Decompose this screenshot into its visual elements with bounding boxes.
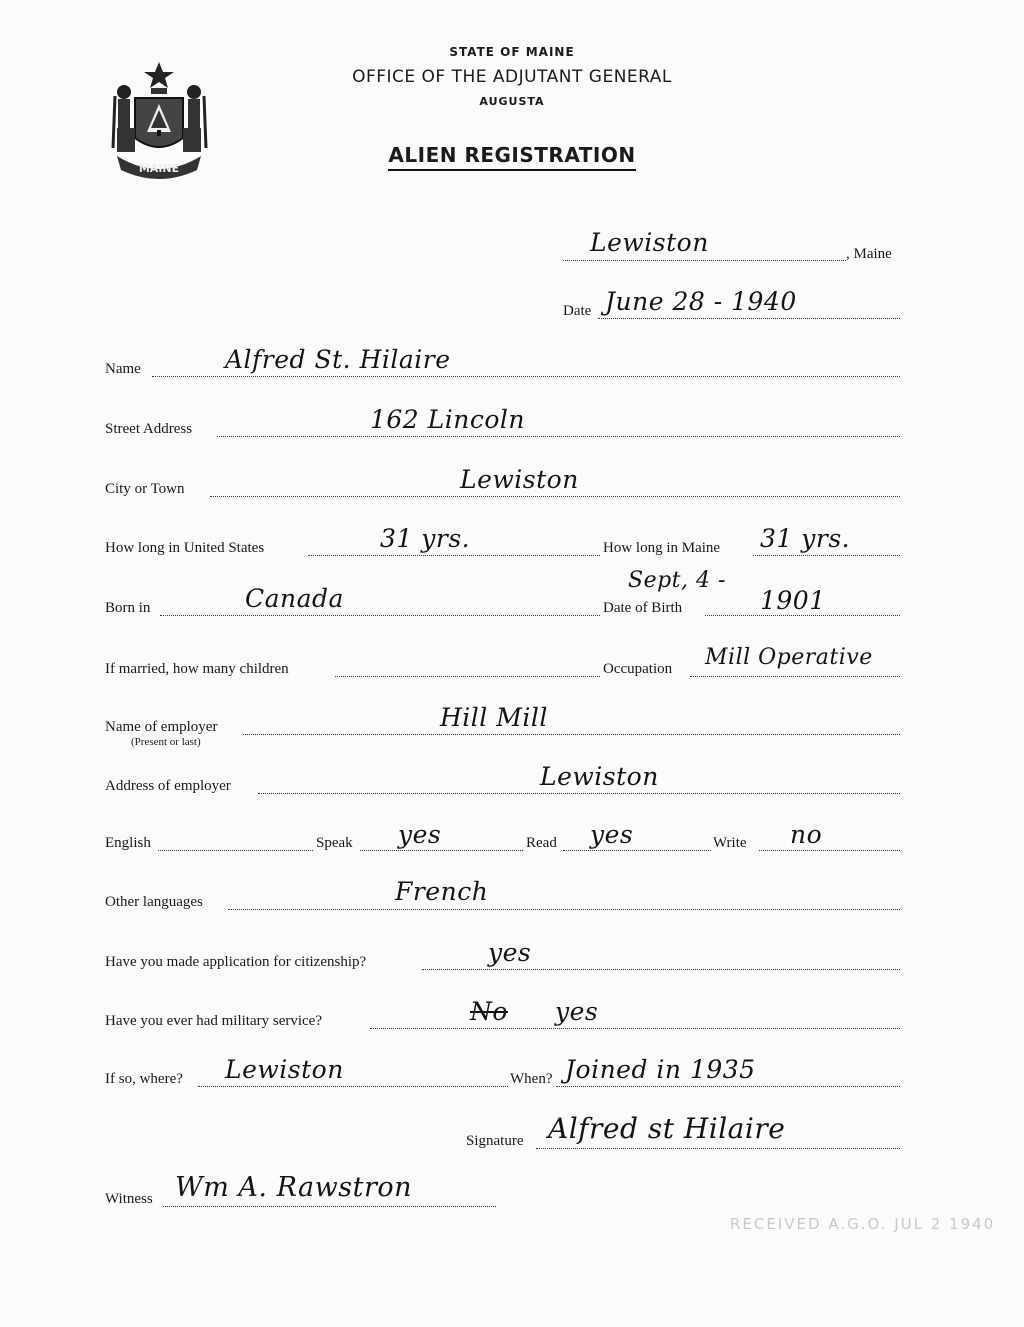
witness-label: Witness bbox=[105, 1191, 153, 1207]
us-long-value: 31 yrs. bbox=[380, 524, 471, 553]
when-value: Joined in 1935 bbox=[565, 1055, 756, 1084]
street-value: 162 Lincoln bbox=[370, 405, 526, 434]
born-in-label: Born in bbox=[105, 600, 151, 616]
received-stamp: RECEIVED A.G.O. JUL 2 1940 bbox=[730, 1215, 996, 1233]
english-label: English bbox=[105, 835, 151, 851]
city-value: Lewiston bbox=[460, 465, 579, 494]
other-languages-value: French bbox=[395, 877, 489, 906]
maine-long-label: How long in Maine bbox=[603, 540, 721, 556]
occupation-line bbox=[690, 676, 900, 677]
name-line bbox=[152, 376, 900, 377]
where-label: If so, where? bbox=[105, 1071, 183, 1087]
citizenship-value: yes bbox=[488, 938, 532, 967]
date-value: June 28 - 1940 bbox=[605, 287, 797, 316]
city-label: City or Town bbox=[105, 481, 185, 497]
employer-sublabel: (Present or last) bbox=[131, 736, 201, 748]
maine-long-value: 31 yrs. bbox=[760, 524, 851, 553]
witness-value: Wm A. Rawstron bbox=[175, 1172, 413, 1203]
employer-address-value: Lewiston bbox=[540, 762, 659, 791]
street-line bbox=[217, 436, 900, 437]
dob-value: 1901 bbox=[760, 586, 826, 615]
state-seal-icon bbox=[107, 58, 211, 182]
military-line bbox=[370, 1028, 900, 1029]
born-in-line bbox=[160, 615, 600, 616]
born-in-value: Canada bbox=[245, 584, 344, 613]
name-value: Alfred St. Hilaire bbox=[225, 345, 451, 374]
dob-label: Date of Birth bbox=[603, 600, 683, 616]
seal-label: MAINE bbox=[138, 162, 180, 175]
maine-long-line bbox=[753, 555, 900, 556]
occupation-value: Mill Operative bbox=[705, 645, 873, 670]
employer-address-label: Address of employer bbox=[105, 778, 231, 794]
us-long-line bbox=[308, 555, 600, 556]
dob-value-top: Sept, 4 - bbox=[628, 568, 726, 593]
employer-line bbox=[243, 734, 900, 735]
office-heading: OFFICE OF THE ADJUTANT GENERAL bbox=[352, 67, 672, 87]
citizenship-line bbox=[422, 969, 900, 970]
speak-value: yes bbox=[398, 820, 442, 849]
write-label: Write bbox=[713, 835, 747, 851]
employer-label: Name of employer bbox=[105, 719, 218, 735]
place-line bbox=[563, 260, 846, 261]
date-label: Date bbox=[563, 303, 592, 319]
city-line bbox=[210, 496, 900, 497]
speak-line bbox=[360, 850, 523, 851]
children-line bbox=[335, 676, 600, 677]
employer-address-line bbox=[258, 793, 900, 794]
where-value: Lewiston bbox=[225, 1055, 344, 1084]
where-line bbox=[198, 1086, 508, 1087]
street-label: Street Address bbox=[105, 421, 193, 437]
signature-label: Signature bbox=[466, 1133, 524, 1149]
when-line bbox=[556, 1086, 900, 1087]
form-title: ALIEN REGISTRATION bbox=[0, 143, 1024, 167]
dob-line bbox=[705, 615, 900, 616]
children-label: If married, how many children bbox=[105, 661, 289, 677]
read-line bbox=[563, 850, 711, 851]
us-long-label: How long in United States bbox=[105, 540, 265, 556]
witness-line bbox=[163, 1206, 496, 1207]
name-label: Name bbox=[105, 361, 141, 377]
employer-value: Hill Mill bbox=[440, 703, 548, 732]
write-line bbox=[759, 850, 900, 851]
date-line bbox=[598, 318, 900, 319]
citizenship-label: Have you made application for citizenship? bbox=[105, 954, 367, 970]
place-suffix: , Maine bbox=[846, 246, 892, 262]
city-heading: AUGUSTA bbox=[479, 95, 545, 108]
speak-label: Speak bbox=[316, 835, 353, 851]
state-heading: STATE OF MAINE bbox=[449, 45, 575, 59]
signature-value: Alfred st Hilaire bbox=[548, 1112, 786, 1145]
read-label: Read bbox=[526, 835, 557, 851]
military-label: Have you ever had military service? bbox=[105, 1013, 322, 1029]
when-label: When? bbox=[510, 1071, 553, 1087]
military-value: yes bbox=[555, 997, 599, 1026]
other-languages-label: Other languages bbox=[105, 894, 203, 910]
english-line bbox=[158, 850, 313, 851]
read-value: yes bbox=[590, 820, 634, 849]
place-value: Lewiston bbox=[590, 228, 709, 257]
signature-line bbox=[536, 1148, 900, 1149]
other-languages-line bbox=[228, 909, 900, 910]
occupation-label: Occupation bbox=[603, 661, 673, 677]
military-struck-value: No bbox=[470, 997, 508, 1026]
write-value: no bbox=[790, 820, 823, 849]
